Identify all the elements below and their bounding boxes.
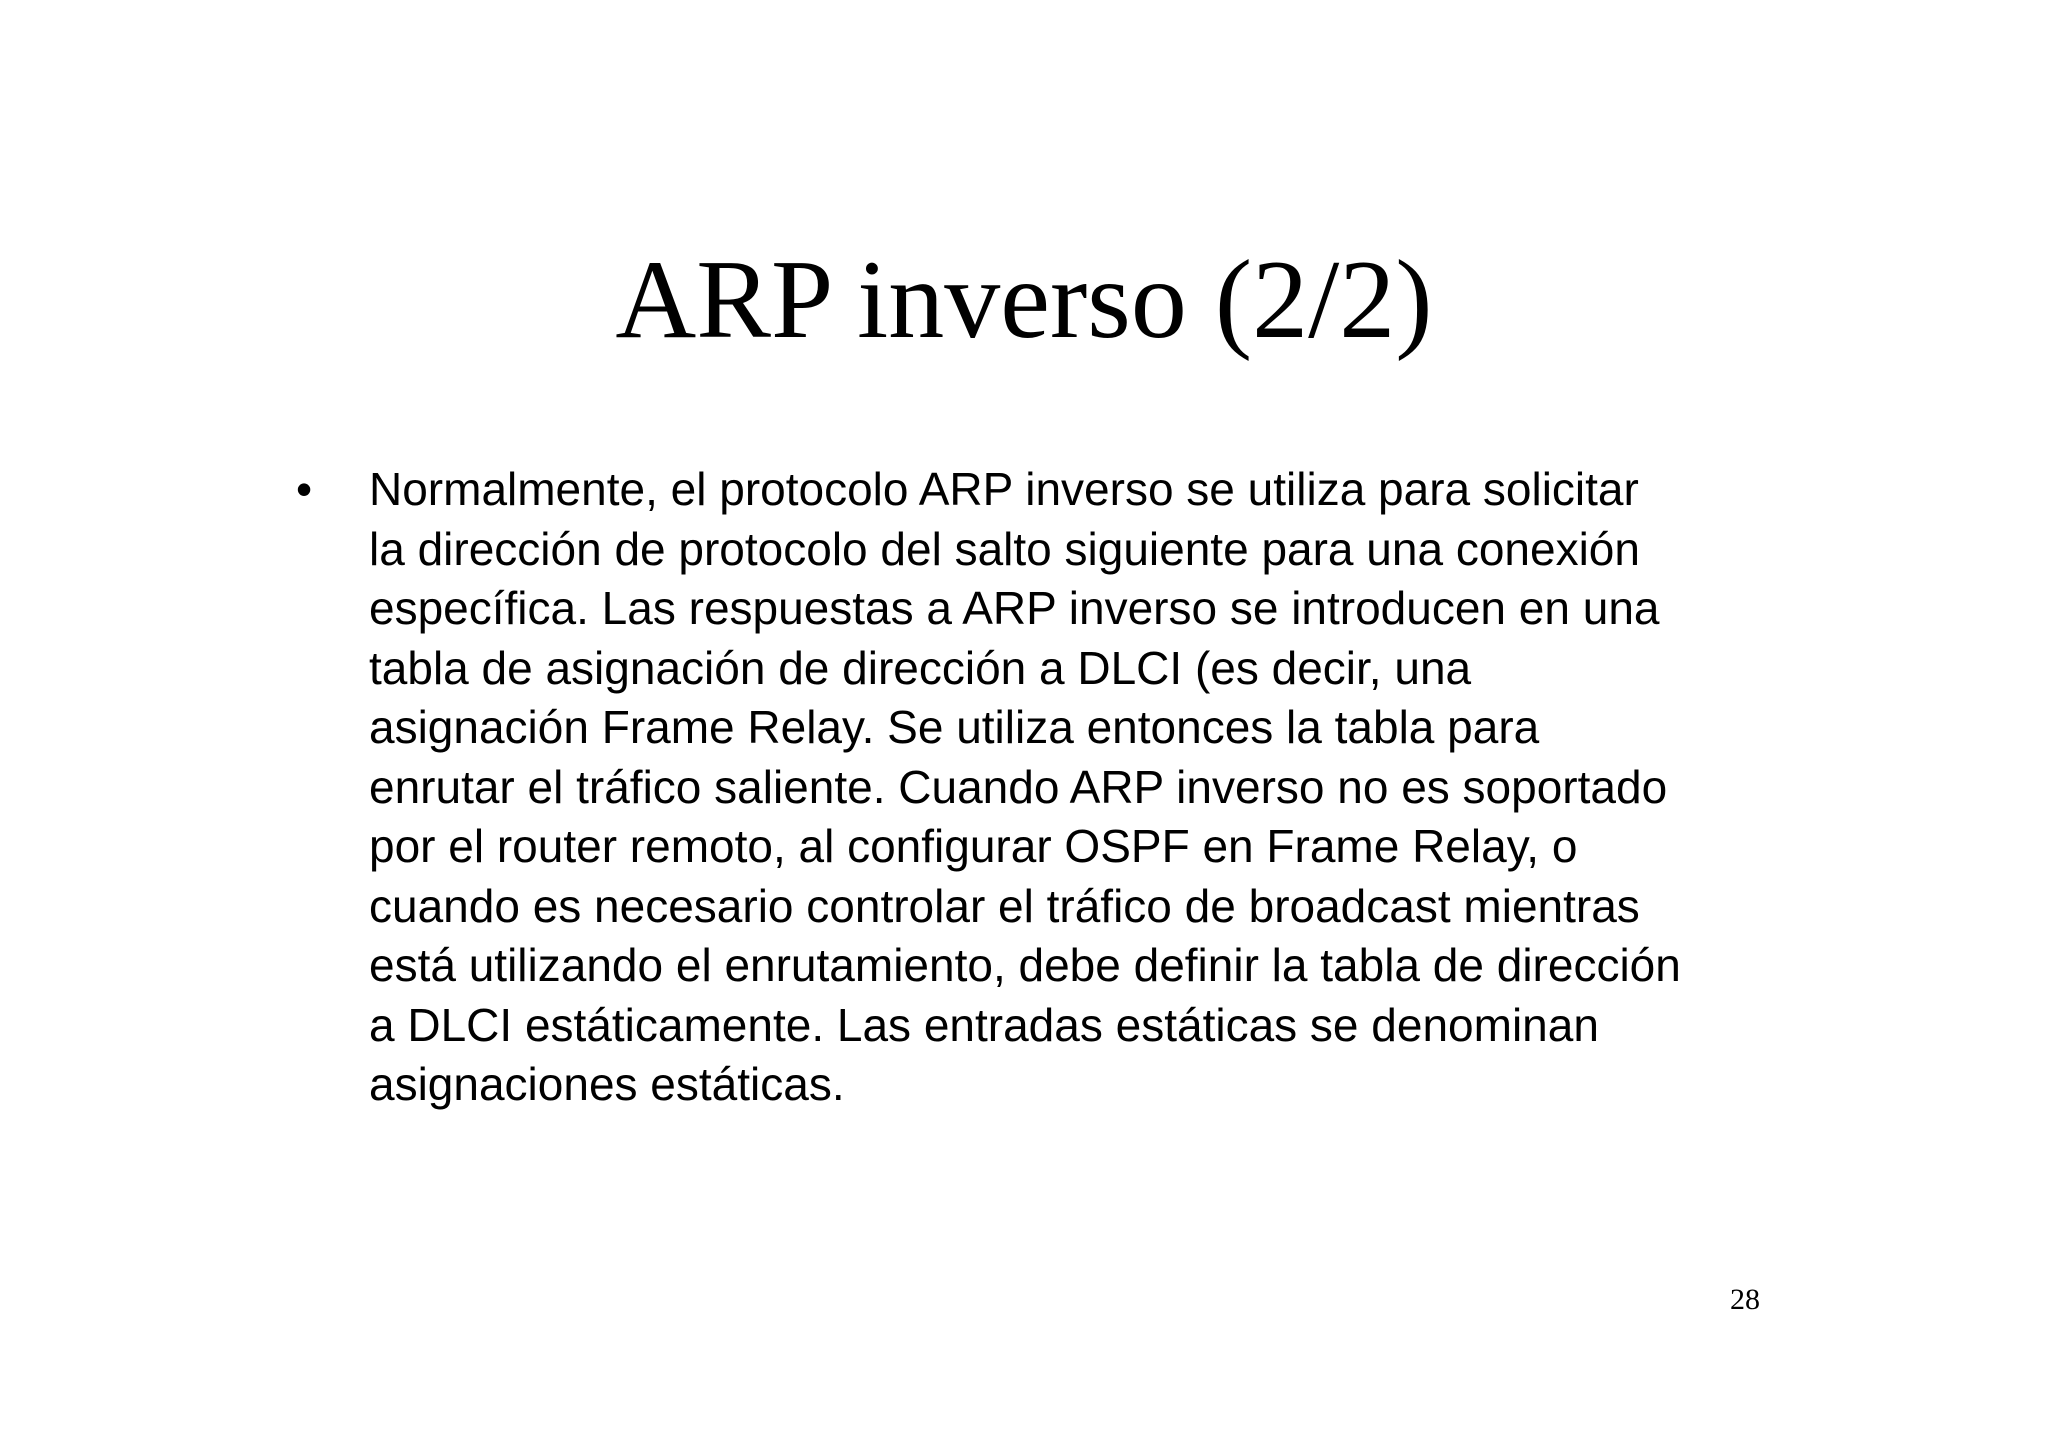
slide-title: ARP inverso (2/2): [615, 238, 1433, 362]
bullet-line: a DLCI estáticamente. Las entradas estáticas se denominan: [369, 998, 1599, 1051]
bullet-line: está utilizando el enrutamiento, debe definir la tabla de dirección: [369, 939, 1681, 991]
bullet-line: asignación Frame Relay. Se utiliza entonces la tabla para: [369, 701, 1540, 753]
bullet-line: la dirección de protocolo del salto siguiente para una conexión: [369, 522, 1640, 575]
bullet-line: por el router remoto, al configurar OSPF en Frame Relay, o: [369, 820, 1578, 872]
bullet-dot-icon: •: [296, 463, 313, 515]
page-number: 28: [1730, 1283, 1760, 1316]
bullet-line: específica. Las respuestas a ARP inverso se introducen en una: [369, 582, 1660, 634]
bullet-line: Normalmente, el protocolo ARP inverso se utiliza para solicitar: [369, 463, 1639, 515]
bullet-line: tabla de asignación de dirección a DLCI (es decir, una: [369, 641, 1472, 694]
bullet-line: enrutar el tráfico saliente. Cuando ARP inverso no es soportado: [369, 760, 1668, 813]
bullet-line: asignaciones estáticas.: [369, 1058, 845, 1110]
bullet-text: [369, 460, 1789, 1115]
bullet-line: cuando es necesario controlar el tráfico de broadcast mientras: [369, 879, 1640, 932]
